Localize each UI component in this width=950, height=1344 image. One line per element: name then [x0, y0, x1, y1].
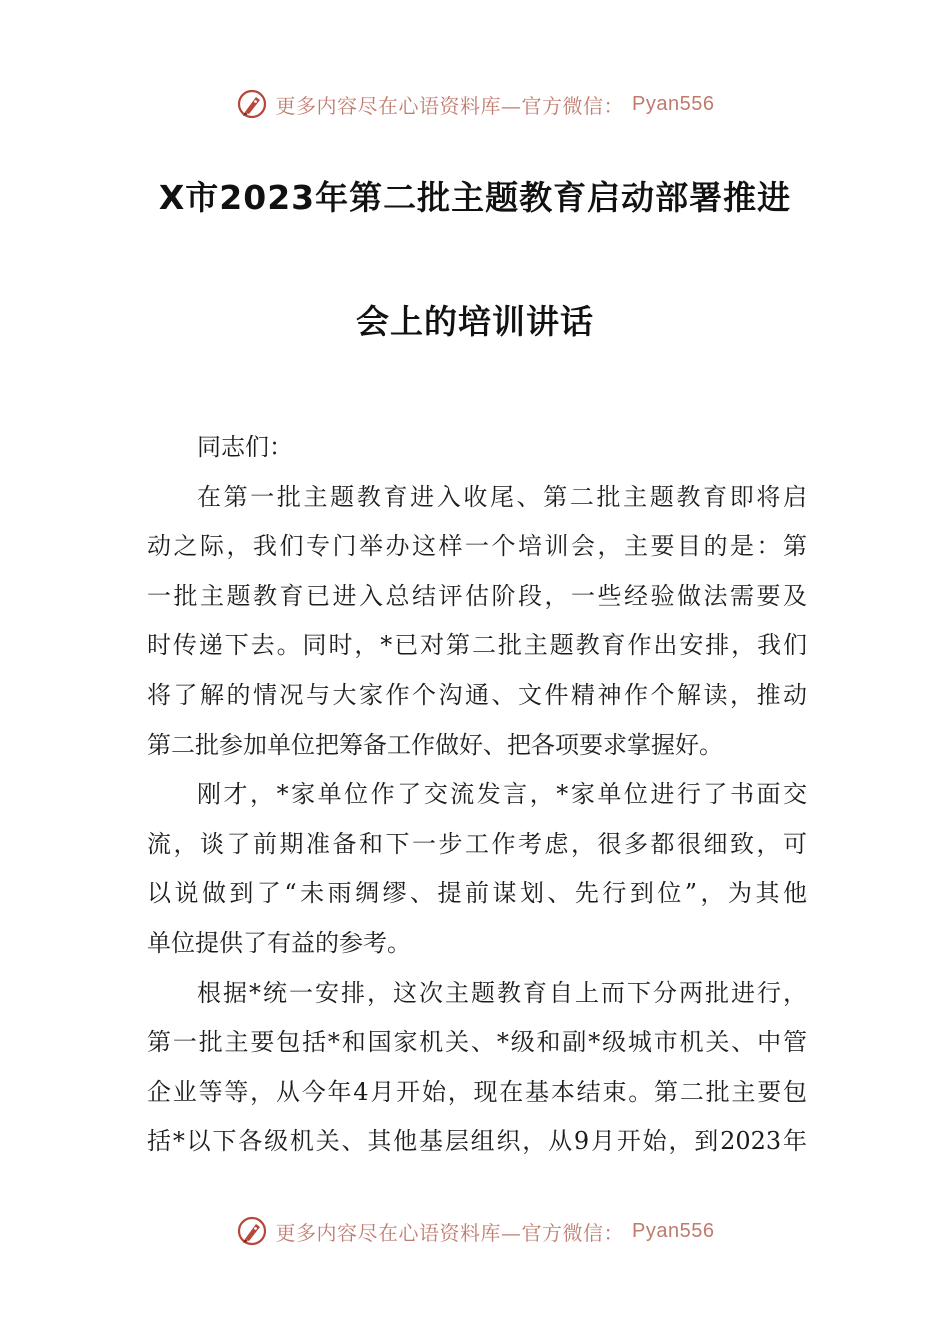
- pen-nib-logo-icon: [236, 1215, 268, 1247]
- watermark-text: 更多内容尽在心语资料库—官方微信：: [275, 1220, 625, 1245]
- paragraph-3-line-1: 根据*统一安排，这次主题教育自上而下分两批进行，: [197, 978, 807, 1007]
- watermark-top: [0, 84, 950, 124]
- paragraph-2-line-4: 单位提供了有益的参考。: [147, 928, 411, 957]
- paragraph-2-line-3: 以说做到了“未雨绸缪、提前谋划、先行到位”，为其他: [147, 879, 807, 908]
- document-title-line-1: X市2023年第二批主题教育启动部署推进: [158, 178, 792, 217]
- watermark-bottom: [0, 1211, 950, 1251]
- paragraph-2-line-2: 流，谈了前期准备和下一步工作考虑，很多都很细致，可: [147, 829, 807, 858]
- document-title-line-2: 会上的培训讲话: [356, 302, 594, 341]
- paragraph-2-line-1: 刚才，*家单位作了交流发言，*家单位进行了书面交: [197, 780, 807, 809]
- paragraph-3-line-3: 企业等等，从今年4月开始，现在基本结束。第二批主要包: [147, 1077, 807, 1106]
- pen-nib-logo-icon: [236, 88, 268, 120]
- paragraph-1-line-1: 在第一批主题教育进入收尾、第二批主题教育即将启: [197, 482, 807, 511]
- salutation: 同志们：: [197, 433, 293, 461]
- paragraph-1-line-4: 时传递下去。同时，*已对第二批主题教育作出安排，我们: [147, 631, 807, 660]
- paragraph-3-line-2: 第一批主要包括*和国家机关、*级和副*级城市机关、中管: [147, 1028, 807, 1057]
- paragraph-1-line-2: 动之际，我们专门举办这样一个培训会，主要目的是：第: [147, 532, 807, 561]
- watermark-wechat-id: Pyan556: [632, 92, 715, 115]
- paragraph-1-line-6: 第二批参加单位把筹备工作做好、把各项要求掌握好。: [147, 730, 723, 759]
- watermark-text: 更多内容尽在心语资料库—官方微信：: [275, 93, 625, 118]
- paragraph-3-line-4: 括*以下各级机关、其他基层组织，从9月开始，到2023年: [147, 1127, 807, 1156]
- watermark-wechat-id: Pyan556: [632, 1219, 715, 1242]
- document-body: [147, 423, 807, 1167]
- paragraph-1-line-5: 将了解的情况与大家作个沟通、文件精神作个解读，推动: [147, 680, 807, 709]
- paragraph-1-line-3: 一批主题教育已进入总结评估阶段，一些经验做法需要及: [147, 581, 807, 610]
